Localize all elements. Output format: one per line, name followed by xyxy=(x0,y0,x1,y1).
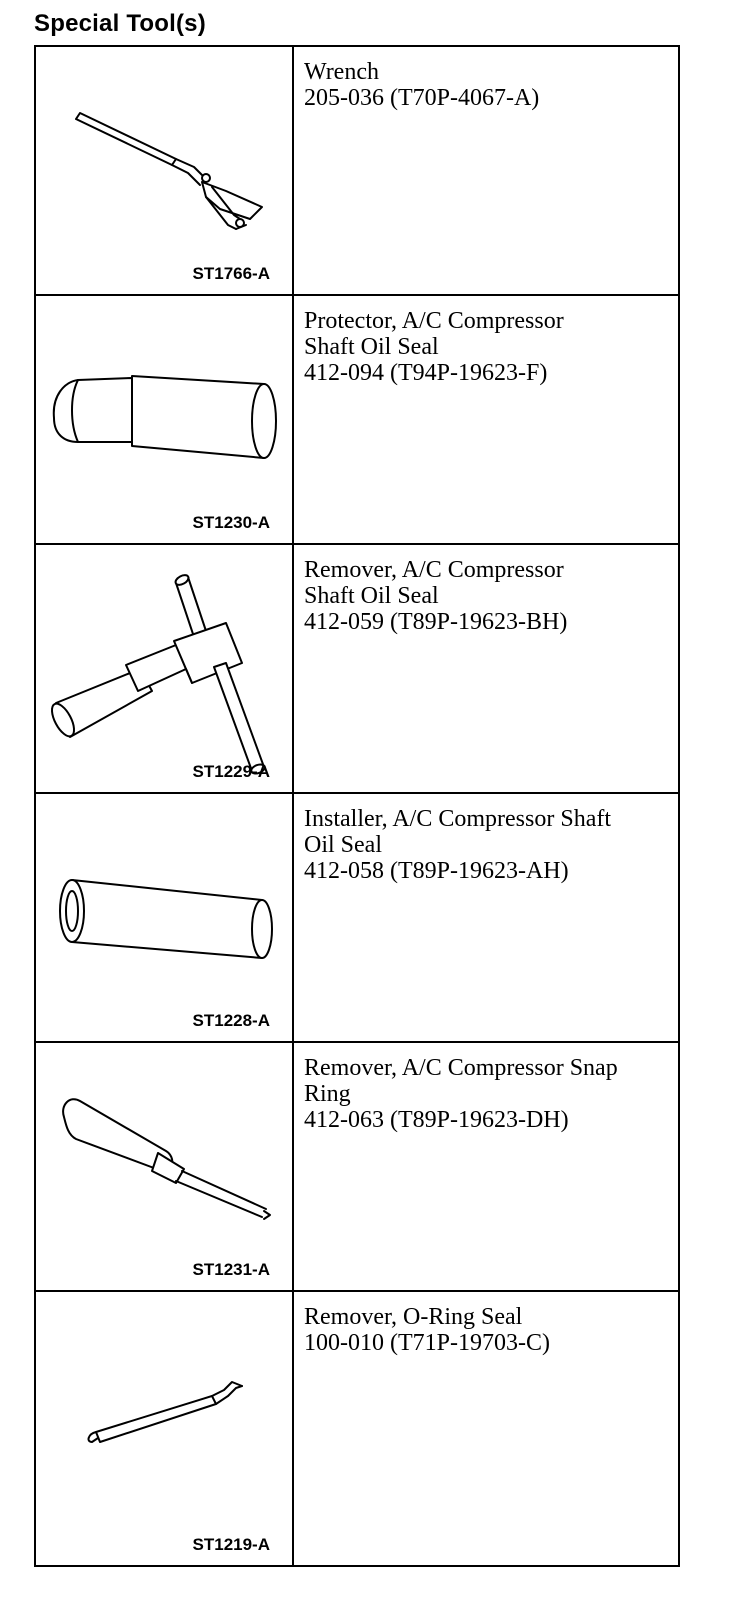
tool-name: Wrench xyxy=(304,59,379,85)
tool-name-continued: Oil Seal xyxy=(304,832,382,858)
tool-description-cell xyxy=(293,793,679,1042)
tool-name-continued: Shaft Oil Seal xyxy=(304,334,439,360)
tool-description-cell xyxy=(293,1042,679,1291)
figure-label: ST1229-A xyxy=(192,762,270,781)
tool-part-number: 412-094 (T94P-19623-F) xyxy=(304,360,548,386)
tool-name-continued: Ring xyxy=(304,1081,351,1107)
tool-image-cell xyxy=(35,793,293,1042)
o-ring-remover-illustration xyxy=(36,1292,294,1567)
tool-part-number: 412-059 (T89P-19623-BH) xyxy=(304,609,568,635)
tool-row xyxy=(35,1291,679,1566)
shaft-seal-protector-illustration xyxy=(36,296,294,545)
figure-label: ST1228-A xyxy=(192,1011,270,1030)
tool-name: Remover, O-Ring Seal xyxy=(304,1304,523,1330)
figure-label: ST1219-A xyxy=(192,1535,270,1554)
figure-label: ST1230-A xyxy=(192,513,270,532)
tool-description-cell xyxy=(293,46,679,295)
tool-description-cell xyxy=(293,295,679,544)
tool-row xyxy=(35,46,679,295)
figure-label: ST1231-A xyxy=(192,1260,270,1279)
shaft-seal-remover-illustration xyxy=(36,545,294,794)
shaft-seal-installer-illustration xyxy=(36,794,294,1043)
tool-row xyxy=(35,793,679,1042)
wrench-illustration xyxy=(36,47,294,296)
tool-name: Installer, A/C Compressor Shaft xyxy=(304,806,612,832)
tool-image-cell xyxy=(35,295,293,544)
tool-name: Remover, A/C Compressor Snap xyxy=(304,1055,618,1081)
tool-part-number: 100-010 (T71P-19703-C) xyxy=(304,1330,550,1356)
tool-part-number: 412-058 (T89P-19623-AH) xyxy=(304,858,569,884)
tool-row xyxy=(35,295,679,544)
tool-description-cell xyxy=(293,1291,679,1566)
tool-description-cell xyxy=(293,544,679,793)
tool-row xyxy=(35,544,679,793)
tool-row xyxy=(35,1042,679,1291)
tool-image-cell xyxy=(35,544,293,793)
tool-name: Remover, A/C Compressor xyxy=(304,557,564,583)
tool-name-continued: Shaft Oil Seal xyxy=(304,583,439,609)
section-heading: Special Tool(s) xyxy=(34,10,206,37)
tool-part-number: 412-063 (T89P-19623-DH) xyxy=(304,1107,569,1133)
tool-name: Protector, A/C Compressor xyxy=(304,308,564,334)
tool-image-cell xyxy=(35,46,293,295)
figure-label: ST1766-A xyxy=(192,264,270,283)
tool-image-cell xyxy=(35,1291,293,1566)
tool-part-number: 205-036 (T70P-4067-A) xyxy=(304,85,540,111)
snap-ring-remover-illustration xyxy=(36,1043,294,1292)
tool-image-cell xyxy=(35,1042,293,1291)
special-tools-table xyxy=(34,45,680,1567)
